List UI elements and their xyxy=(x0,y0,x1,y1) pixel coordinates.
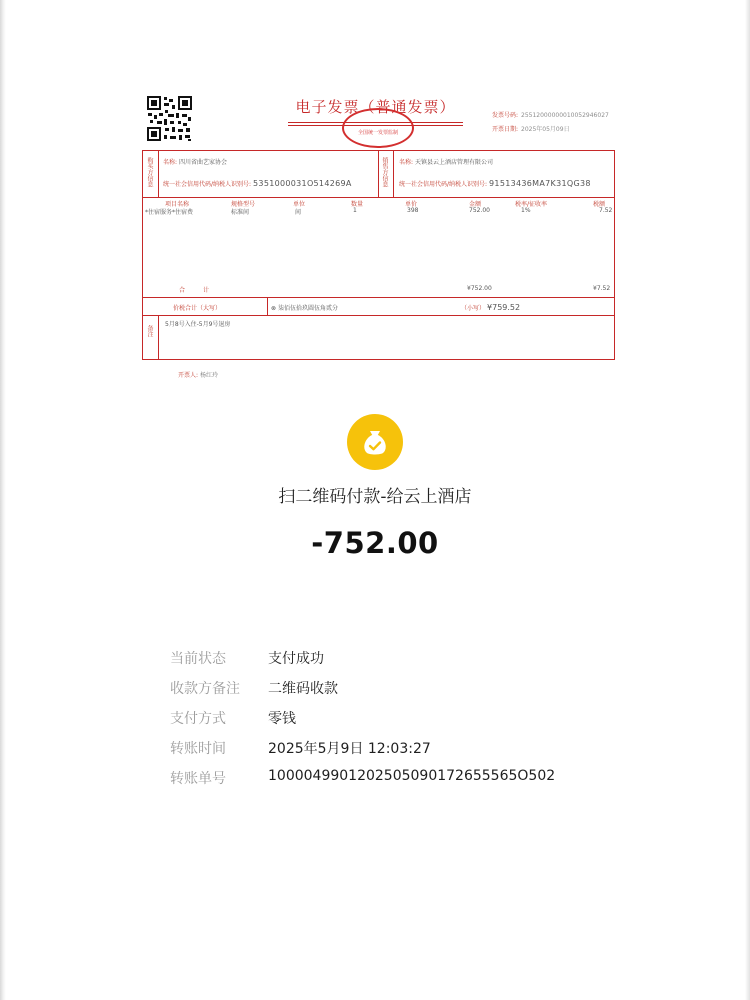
table-rule xyxy=(393,151,394,197)
detail-value: 支付成功 xyxy=(268,651,324,667)
payment-title: 扫二维码付款-给云上酒店 xyxy=(278,487,472,507)
column-header: 数量 xyxy=(351,201,364,208)
detail-label: 转账单号 xyxy=(170,771,226,787)
remarks-label: 备注 xyxy=(146,325,153,337)
invoice-title: 电子发票（普通发票） xyxy=(295,98,456,116)
detail-label: 转账时间 xyxy=(170,741,226,757)
seller-tax-value: 91513436MA7K31QG38 xyxy=(489,179,591,188)
buyer-tax-id xyxy=(163,179,352,188)
total-amount xyxy=(465,285,492,292)
invoice-date-label: 开票日期: xyxy=(492,126,519,133)
detail-label: 支付方式 xyxy=(170,711,226,727)
detail-value: 零钱 xyxy=(268,711,296,727)
table-rule xyxy=(143,297,614,298)
column-header: 项目名称 xyxy=(165,201,190,208)
invoice-date-value: 2025年05月09日 xyxy=(521,126,570,133)
item-name: *住宿服务*住宿费 xyxy=(145,209,194,216)
table-rule xyxy=(158,315,159,359)
column-header: 规格型号 xyxy=(231,201,256,208)
detail-value: 二维码收款 xyxy=(268,681,338,697)
column-header: 单位 xyxy=(293,201,306,208)
drawer-label: 开票人: xyxy=(178,372,199,379)
buyer-name-label: 名称: xyxy=(163,159,178,166)
detail-label: 收款方备注 xyxy=(170,681,240,697)
item-unit: 间 xyxy=(295,209,302,216)
invoice-number xyxy=(492,110,609,119)
item-spec: 标准间 xyxy=(231,209,250,216)
money-bag-icon xyxy=(347,414,403,470)
electronic-invoice xyxy=(138,92,618,382)
buyer-name xyxy=(163,157,227,166)
invoice-number-value: 25512000000010052946027 xyxy=(521,112,609,119)
detail-value: 1000049901202505090172655565O502 xyxy=(268,768,556,784)
item-tax: 7.52 xyxy=(599,207,613,214)
invoice-table xyxy=(142,150,615,360)
payment-amount: -752.00 xyxy=(311,526,439,560)
item-qty: 1 xyxy=(353,207,357,214)
table-rule xyxy=(143,315,614,316)
invoice-number-label: 发票号码: xyxy=(492,112,519,119)
buyer-tax-label: 统一社会信用代码/纳税人识别号: xyxy=(163,181,252,188)
total-label: 合计 xyxy=(179,287,228,294)
item-amount: 752.00 xyxy=(469,207,490,214)
drawer-name: 杨红玲 xyxy=(200,372,219,379)
grand-total-small-label: （小写） xyxy=(461,305,486,312)
seller-tax-label: 统一社会信用代码/纳税人识别号: xyxy=(399,181,488,188)
column-header: 税率/征收率 xyxy=(515,201,548,208)
remarks-value: 5月8号入住-5月9号退房 xyxy=(165,321,231,328)
buyer-side-label: 购买方信息 xyxy=(146,157,153,187)
remarks-text xyxy=(163,319,230,328)
grand-total-small-value: ¥759.52 xyxy=(487,303,521,312)
invoice-date xyxy=(492,124,570,133)
item-price: 398 xyxy=(407,207,419,214)
table-rule xyxy=(267,297,268,315)
cross-circle-icon: ⊗ xyxy=(271,305,277,312)
table-rule xyxy=(158,151,159,197)
item-tax-rate: 1% xyxy=(521,207,531,214)
total-amount-value: ¥752.00 xyxy=(467,285,492,292)
buyer-name-value: 四川省曲艺家协会 xyxy=(179,159,228,166)
seller-tax-id xyxy=(399,179,591,188)
grand-total-words-value: 柒佰伍拾玖圆伍角贰分 xyxy=(278,305,339,312)
detail-value: 2025年5月9日 12:03:27 xyxy=(268,741,431,757)
grand-total-words xyxy=(271,303,338,312)
column-header: 单价 xyxy=(405,201,418,208)
seller-name-label: 名称: xyxy=(399,159,414,166)
total-tax-value: ¥7.52 xyxy=(593,285,611,292)
grand-total-label: 价税合计（大写） xyxy=(173,305,222,312)
table-rule xyxy=(378,151,379,197)
official-seal xyxy=(342,108,414,148)
detail-label: 当前状态 xyxy=(170,651,226,667)
table-rule xyxy=(143,197,614,198)
seller-side-label: 销售方信息 xyxy=(381,157,388,187)
qr-code-icon xyxy=(146,95,193,142)
grand-total-small xyxy=(461,303,520,312)
seller-name xyxy=(399,157,493,166)
column-header: 税额 xyxy=(593,201,606,208)
buyer-tax-value: 5351000031O514269A xyxy=(253,179,352,188)
seller-name-value: 天镇县云上酒店管理有限公司 xyxy=(415,159,494,166)
column-header: 金额 xyxy=(469,201,482,208)
seal-text: 全国统一发票监制 xyxy=(357,130,398,136)
total-tax xyxy=(591,285,610,292)
invoice-drawer xyxy=(178,370,218,379)
